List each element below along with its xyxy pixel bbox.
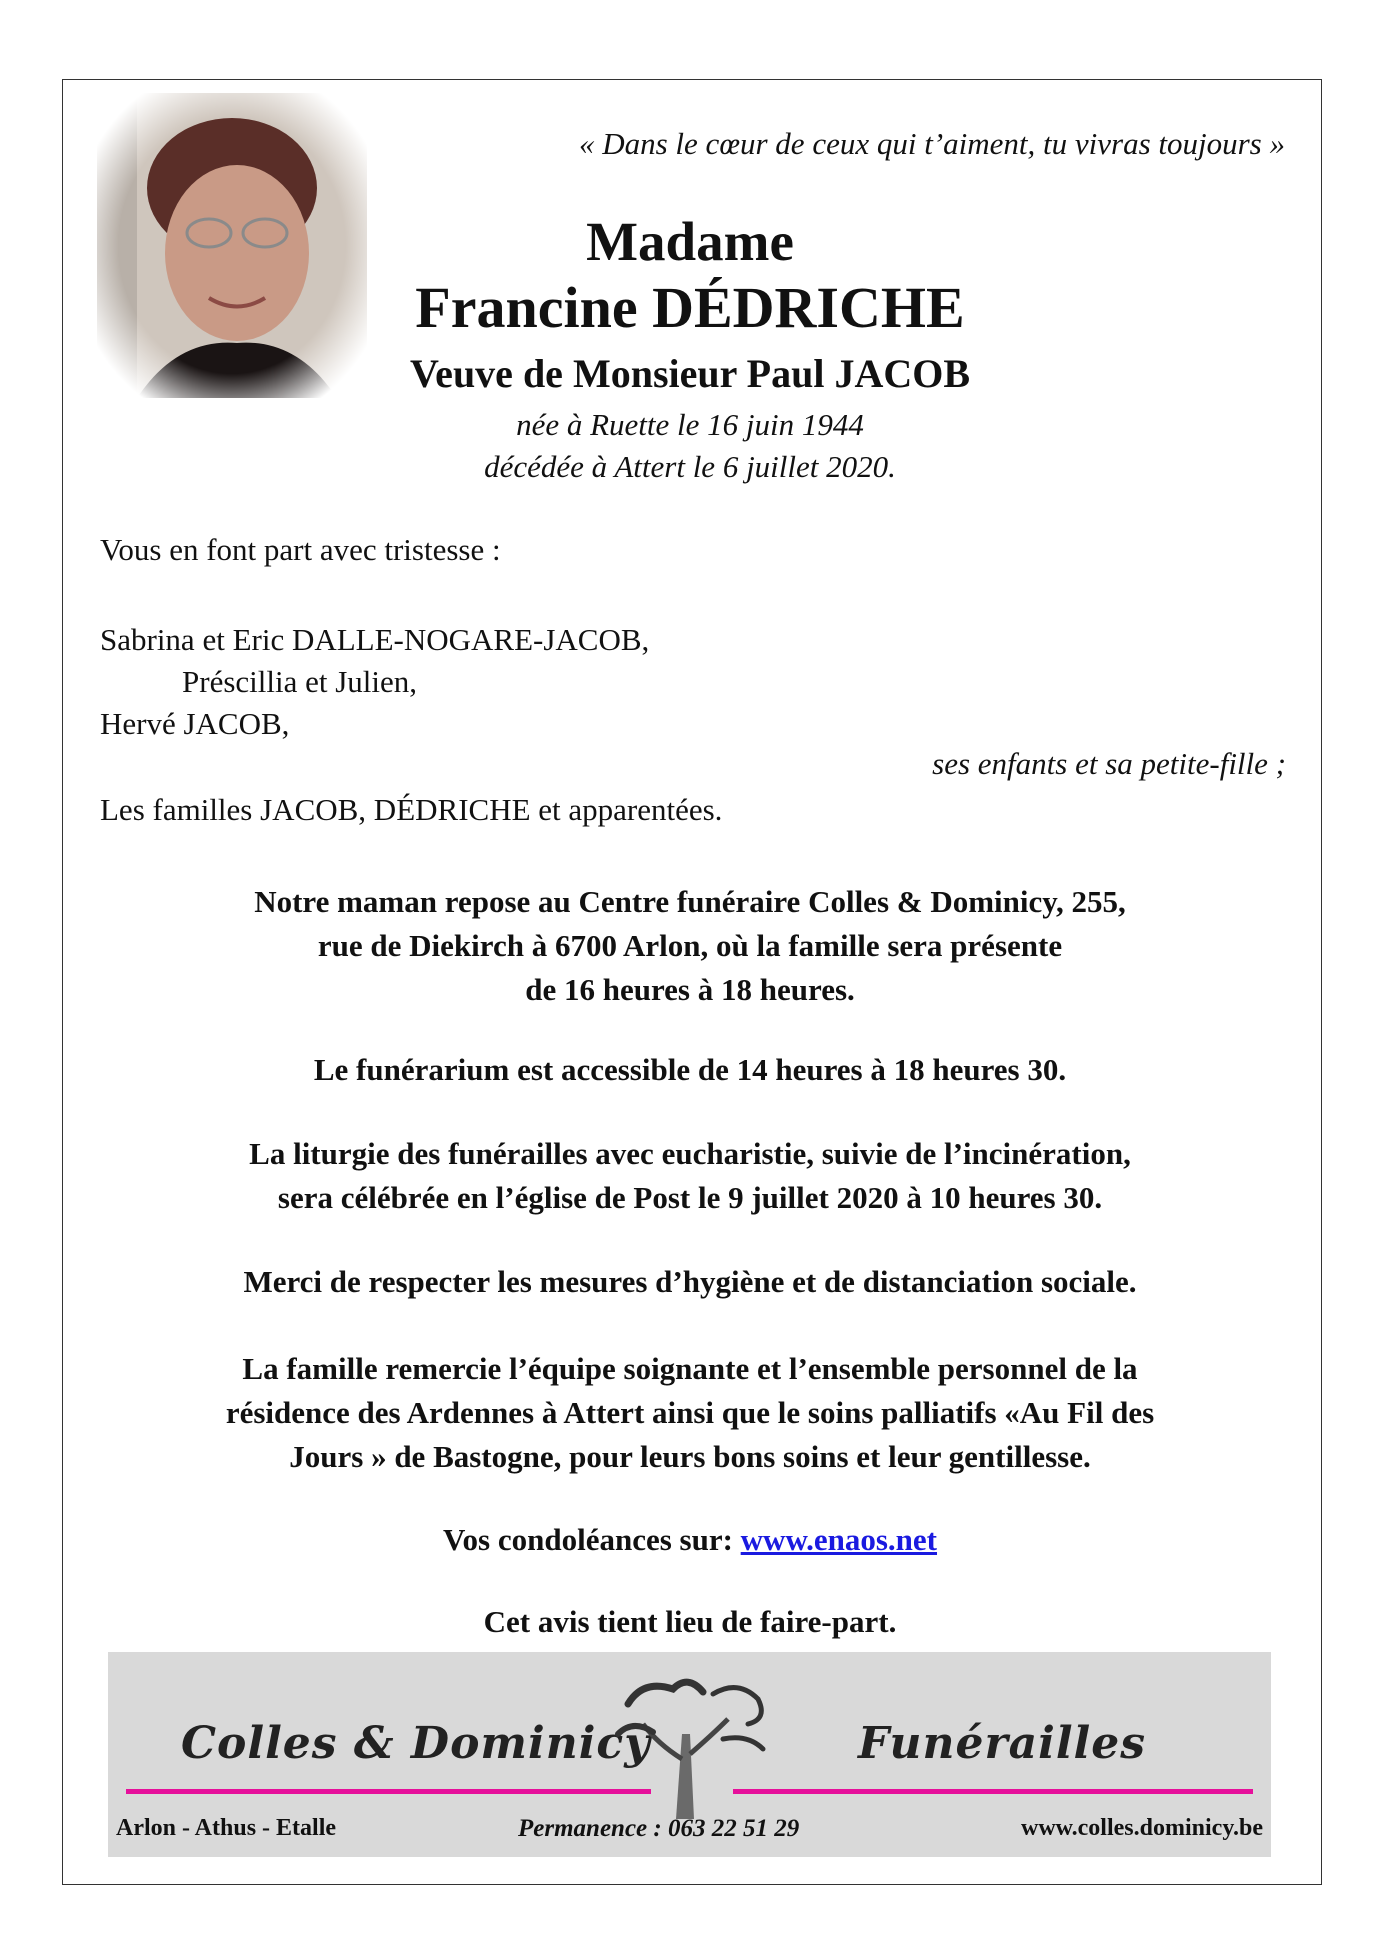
family-line: Hervé JACOB,: [100, 706, 290, 741]
brand-tagline: Funérailles: [858, 1718, 1147, 1769]
family-intro: Vous en font part avec tristesse :: [100, 532, 501, 567]
thanks-line: résidence des Ardennes à Attert ainsi que le soins palliatifs «Au Fil des: [225, 1395, 1155, 1430]
family-role-note: ses enfants et sa petite-fille ;: [932, 746, 1286, 781]
portrait-photo: [97, 93, 367, 398]
birth-line: née à Ruette le 16 juin 1944: [516, 407, 864, 442]
condolences-label: Vos condoléances sur:: [442, 1522, 733, 1557]
accent-rule-left: [126, 1789, 651, 1794]
relatives-line: Les familles JACOB, DÉDRICHE et apparentées.: [100, 792, 723, 827]
family-line: Préscillia et Julien,: [182, 664, 418, 699]
thanks-paragraph: [100, 1347, 1280, 1479]
memorial-quote: « Dans le cœur de ceux qui t’aiment, tu vivras toujours »: [578, 126, 1285, 161]
hygiene-notice: Merci de respecter les mesures d’hygiène et de distanciation sociale.: [243, 1264, 1137, 1299]
repose-paragraph: [100, 880, 1280, 1012]
condolences-line: [100, 1518, 1280, 1562]
honorific: Madame: [586, 211, 794, 272]
repose-line: Notre maman repose au Centre funéraire Colles & Dominicy, 255,: [254, 884, 1126, 919]
title-block: [340, 210, 1040, 342]
widow-line: Veuve de Monsieur Paul JACOB: [409, 351, 971, 396]
family-line: Sabrina et Eric DALLE-NOGARE-JACOB,: [100, 622, 650, 657]
accent-rule-right: [733, 1789, 1253, 1794]
thanks-line: La famille remercie l’équipe soignante et l’ensemble personnel de la: [242, 1351, 1138, 1386]
brand-name: Colles & Dominicy: [181, 1718, 651, 1769]
death-line: décédée à Attert le 6 juillet 2020.: [484, 449, 896, 484]
funerarium-hours: Le funérarium est accessible de 14 heures à 18 heures 30.: [313, 1052, 1067, 1087]
repose-line: rue de Diekirch à 6700 Arlon, où la famille sera présente: [317, 928, 1063, 963]
repose-line: de 16 heures à 18 heures.: [525, 972, 855, 1007]
portrait-illustration: [97, 93, 367, 398]
locations: Arlon - Athus - Etalle: [116, 1815, 337, 1841]
liturgy-paragraph: [100, 1132, 1280, 1220]
funeral-home-banner: [108, 1652, 1271, 1857]
deceased-name: Francine DÉDRICHE: [415, 275, 965, 340]
thanks-line: Jours » de Bastogne, pour leurs bons soins et leur gentillesse.: [289, 1439, 1091, 1474]
tree-logo-icon: [598, 1664, 778, 1824]
website: www.colles.dominicy.be: [1020, 1815, 1263, 1841]
condolences-link[interactable]: www.enaos.net: [740, 1522, 938, 1557]
life-dates: [340, 404, 1040, 488]
liturgy-line: La liturgie des funérailles avec eucharistie, suivie de l’incinération,: [249, 1136, 1131, 1171]
liturgy-line: sera célébrée en l’église de Post le 9 juillet 2020 à 10 heures 30.: [277, 1180, 1103, 1215]
notice-line: Cet avis tient lieu de faire-part.: [483, 1604, 897, 1639]
phone-line: Permanence : 063 22 51 29: [518, 1815, 800, 1842]
